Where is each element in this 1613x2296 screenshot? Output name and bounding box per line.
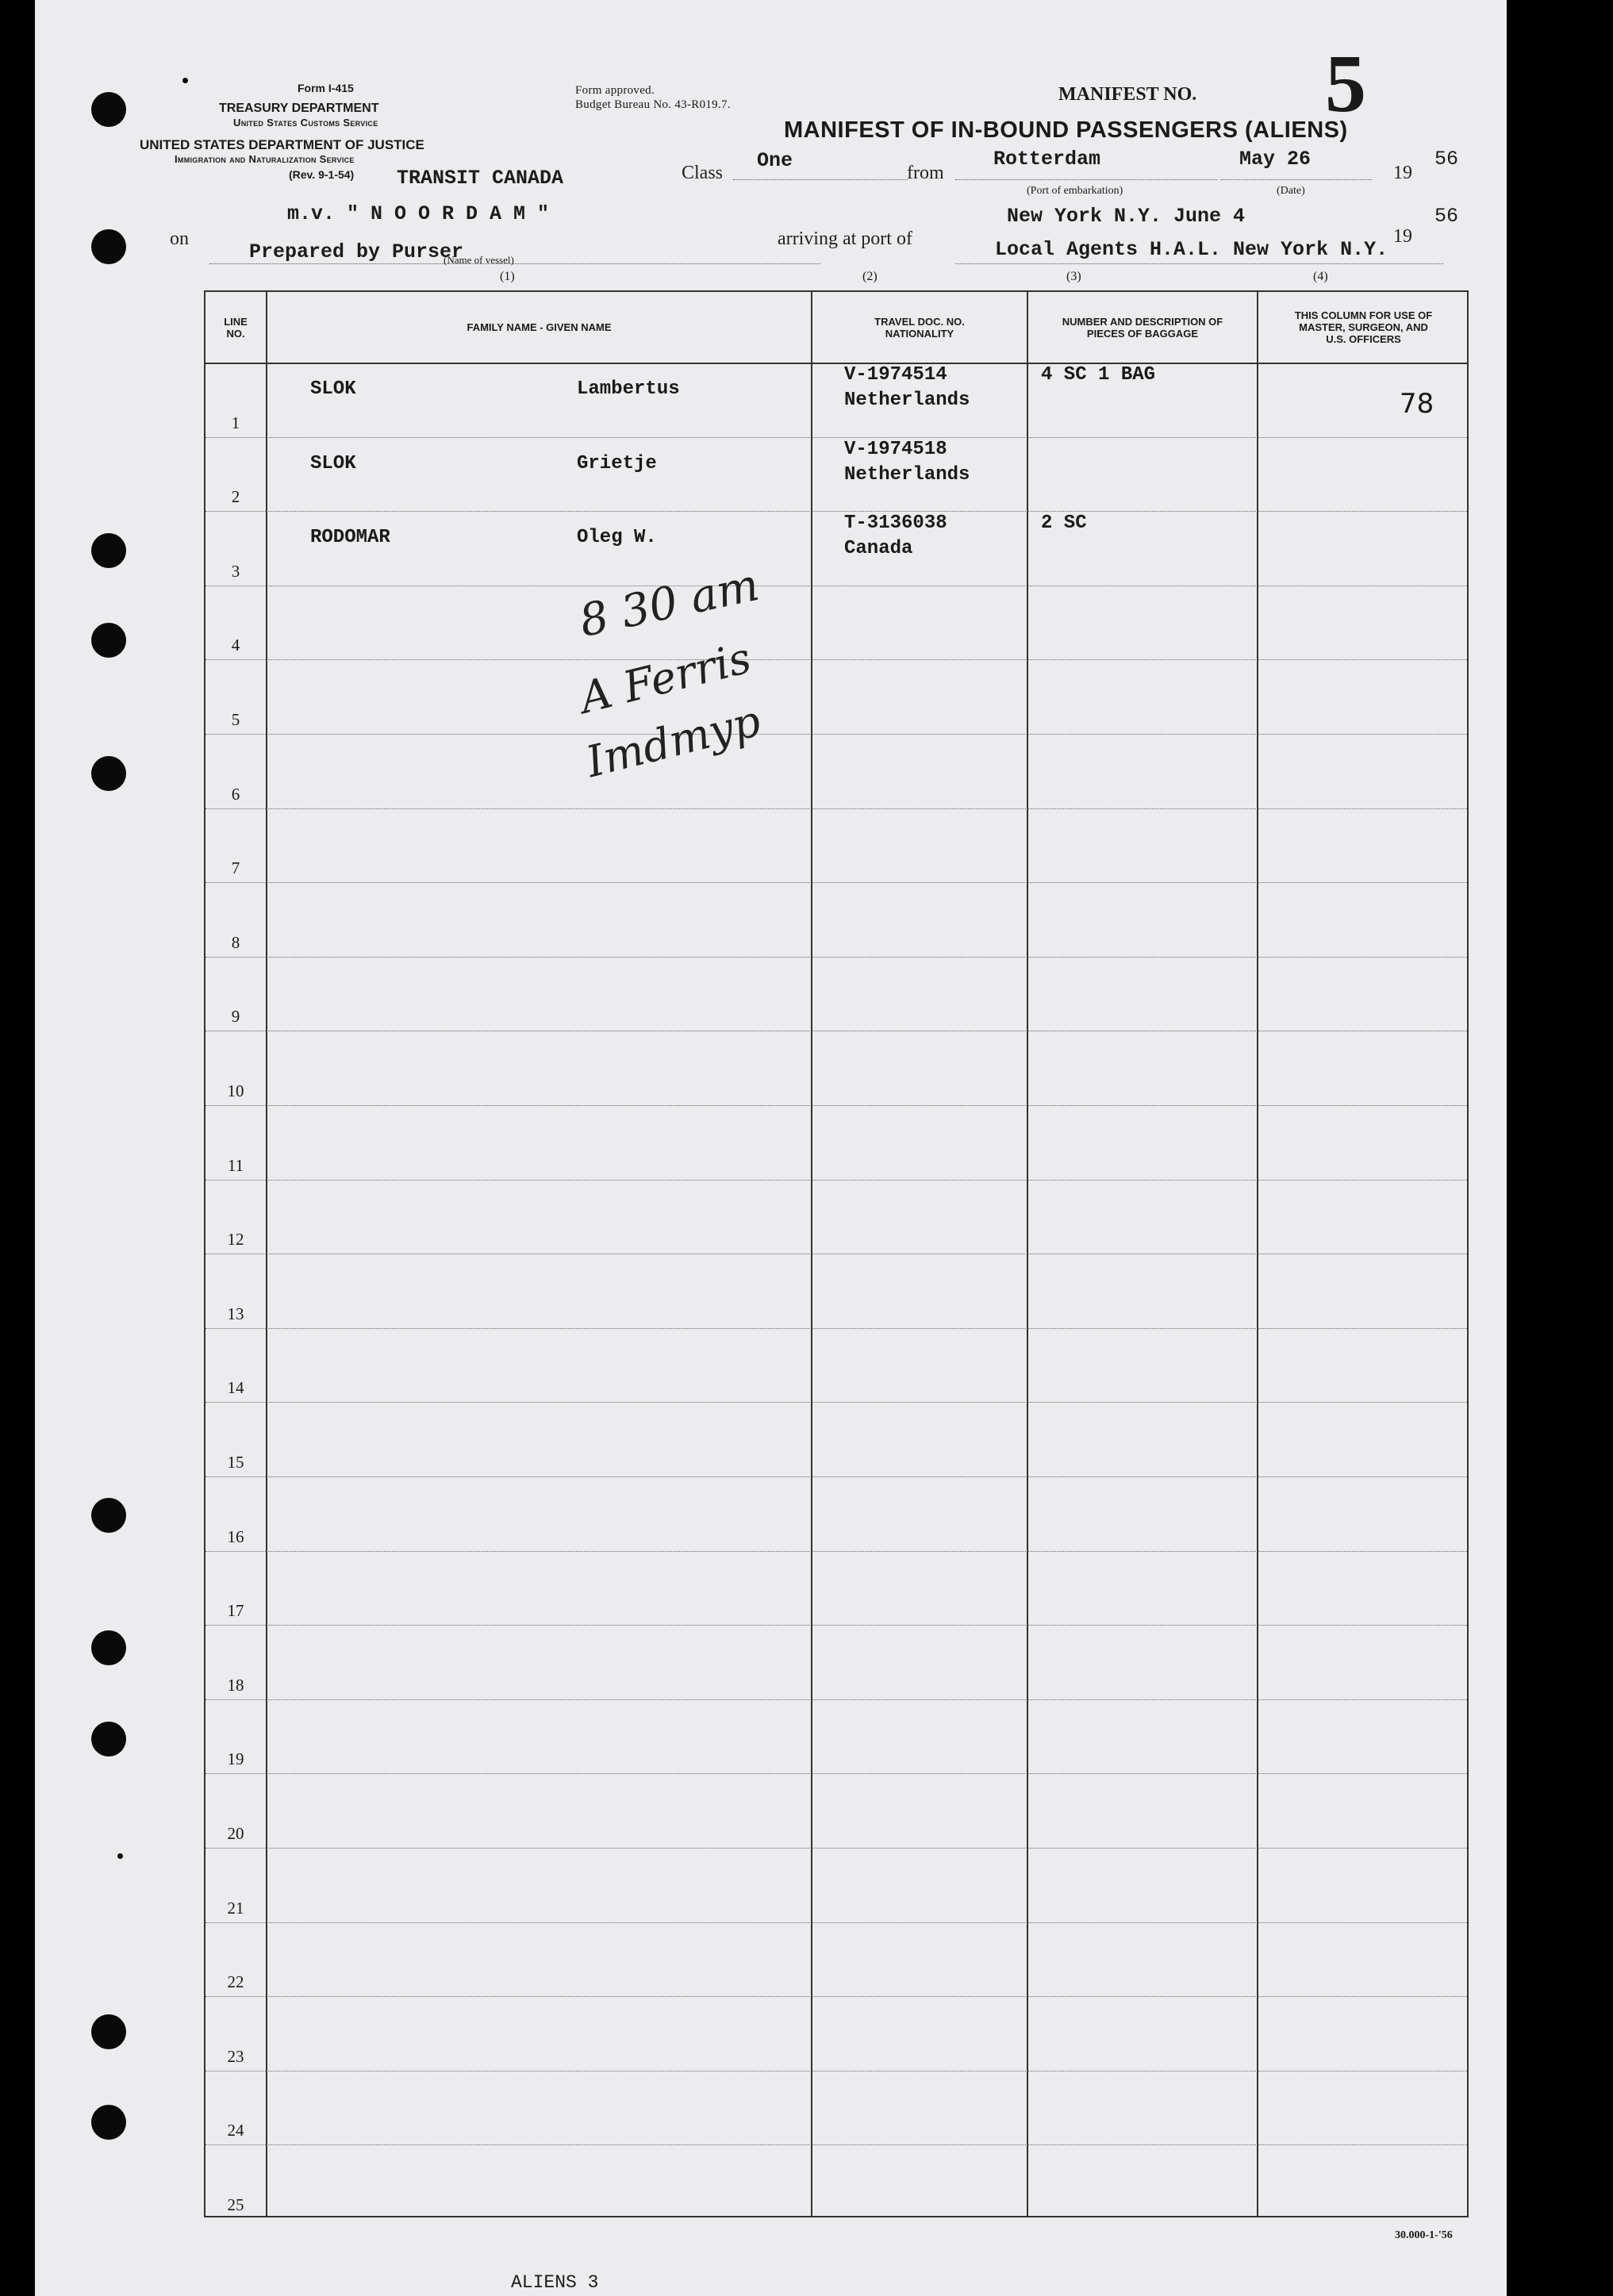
date-underline — [1221, 179, 1372, 180]
binder-hole — [91, 1722, 126, 1757]
line-number: 4 — [231, 635, 240, 655]
table-row — [205, 1254, 1467, 1329]
column-number-4: (4) — [1313, 270, 1328, 283]
line-number: 1 — [231, 413, 240, 432]
table-row — [205, 1476, 1467, 1552]
nationality: Netherlands — [844, 463, 970, 486]
line-number: 20 — [227, 1823, 244, 1843]
class-label: Class — [682, 163, 724, 183]
manifest-number: 5 — [1325, 38, 1366, 129]
manifest-no-label: MANIFEST NO. — [1058, 84, 1197, 105]
table-row — [205, 1699, 1467, 1775]
line-number: 18 — [227, 1675, 244, 1695]
column-number-2: (2) — [862, 270, 878, 283]
column-number-1: (1) — [500, 270, 515, 283]
arrival-underline — [955, 263, 1443, 264]
table-row — [205, 586, 1467, 661]
table-row — [205, 1848, 1467, 1923]
ins-service: Immigration and Naturalization Service — [175, 153, 355, 165]
embark-caption: (Port of embarkation) — [1027, 185, 1123, 197]
arriving-label: arriving at port of — [778, 228, 912, 249]
justice-dept: UNITED STATES DEPARTMENT OF JUSTICE — [140, 137, 424, 152]
year-prefix-2: 19 — [1393, 226, 1412, 247]
header-name: FAMILY NAME - GIVEN NAME — [467, 321, 612, 333]
line-number: 13 — [227, 1303, 244, 1323]
header-line-no: LINE NO. — [224, 315, 248, 340]
line-number: 11 — [227, 1155, 244, 1175]
from-label: from — [907, 163, 944, 183]
handwritten-signature: Imdmyp — [581, 695, 766, 788]
line-number: 23 — [227, 2046, 244, 2066]
table-row — [205, 808, 1467, 884]
binder-hole — [91, 92, 126, 127]
binder-hole — [91, 756, 126, 791]
treasury-dept: TREASURY DEPARTMENT — [219, 102, 379, 115]
arrival-port: New York N.Y. June 4 — [1007, 205, 1246, 228]
family-name: RODOMAR — [310, 527, 390, 549]
line-number: 7 — [231, 858, 240, 878]
table-row — [205, 2144, 1467, 2219]
table-header — [205, 292, 1467, 364]
given-name: Oleg W. — [577, 527, 657, 549]
table-row — [205, 1996, 1467, 2071]
binder-hole — [91, 533, 126, 568]
port-underline — [955, 179, 1217, 180]
line-number: 8 — [231, 932, 240, 952]
given-name: Grietje — [577, 452, 657, 474]
line-number: 6 — [231, 784, 240, 804]
paper-speck — [117, 1853, 123, 1859]
vessel-caption: (Name of vessel) — [444, 254, 514, 266]
revision: (Rev. 9-1-54) — [289, 168, 355, 181]
date-caption: (Date) — [1277, 185, 1305, 197]
table-row — [205, 882, 1467, 958]
footer-stamp: ALIENS 3 — [511, 2272, 599, 2293]
binder-hole — [91, 2105, 126, 2140]
line-number: 16 — [227, 1526, 244, 1546]
line-number: 5 — [231, 709, 240, 729]
header-officers: THIS COLUMN FOR USE OF MASTER, SURGEON, AND U.S. OFFICERS — [1294, 309, 1433, 345]
line-number: 12 — [227, 1230, 244, 1250]
table-row — [205, 957, 1467, 1032]
local-agents: Local Agents H.A.L. New York N.Y. — [995, 238, 1388, 261]
class-value: One — [757, 149, 793, 172]
column-number-3: (3) — [1066, 270, 1081, 283]
manifest-page — [35, 0, 1507, 2296]
table-row — [205, 1105, 1467, 1181]
given-name: Lambertus — [577, 378, 680, 400]
line-number: 10 — [227, 1081, 244, 1100]
travel-doc-number: V-1974518 — [844, 438, 947, 460]
binder-hole — [91, 2014, 126, 2049]
table-row — [205, 659, 1467, 735]
header-travel-doc: TRAVEL DOC. NO. NATIONALITY — [874, 315, 965, 340]
table-row — [205, 511, 1467, 586]
table-row — [205, 2071, 1467, 2146]
passenger-table — [204, 290, 1469, 2217]
table-row — [205, 1625, 1467, 1700]
prepared-by: Prepared by Purser — [249, 240, 464, 263]
class-underline — [733, 179, 908, 180]
embark-date: May 26 — [1239, 148, 1312, 171]
travel-doc-number: T-3136038 — [844, 513, 947, 535]
vessel-underline — [209, 263, 820, 264]
line-number: 25 — [227, 2194, 244, 2214]
year-prefix-1: 19 — [1393, 163, 1412, 183]
year-2: 56 — [1434, 205, 1459, 228]
form-number: Form I-415 — [298, 82, 354, 94]
handwritten-time: 8 30 am — [574, 559, 764, 648]
table-row — [205, 1402, 1467, 1477]
form-approved: Form approved. — [575, 84, 655, 97]
customs-service: United States Customs Service — [233, 117, 378, 129]
line-number: 21 — [227, 1898, 244, 1918]
line-number: 22 — [227, 1972, 244, 1992]
line-number: 14 — [227, 1378, 244, 1398]
family-name: SLOK — [310, 378, 356, 400]
line-number: 19 — [227, 1749, 244, 1769]
family-name: SLOK — [310, 452, 356, 474]
binder-hole — [91, 623, 126, 658]
line-number: 15 — [227, 1452, 244, 1472]
embark-port: Rotterdam — [993, 148, 1101, 171]
header-baggage: NUMBER AND DESCRIPTION OF PIECES OF BAGGAGE — [1062, 315, 1223, 340]
line-number: 2 — [231, 487, 240, 507]
vessel-name: m.v. " N O O R D A M " — [287, 202, 550, 225]
budget-bureau: Budget Bureau No. 43-R019.7. — [575, 98, 731, 111]
nationality: Canada — [844, 538, 913, 560]
officer-note: 78 — [1400, 388, 1434, 420]
baggage: 2 SC — [1041, 513, 1087, 535]
table-row — [205, 1031, 1467, 1106]
line-number: 24 — [227, 2121, 244, 2141]
line-number: 17 — [227, 1601, 244, 1621]
line-number: 3 — [231, 561, 240, 581]
paper-speck — [182, 78, 188, 83]
footer-code: 30.000-1-'56 — [1395, 2229, 1453, 2241]
table-row — [205, 734, 1467, 809]
table-row — [205, 1551, 1467, 1626]
table-row — [205, 1328, 1467, 1403]
on-label: on — [170, 228, 189, 249]
binder-hole — [91, 229, 126, 264]
handwritten-signature: A Ferris — [574, 632, 756, 724]
table-row — [205, 1180, 1467, 1255]
table-row — [205, 1773, 1467, 1849]
travel-doc-number: V-1974514 — [844, 364, 947, 386]
table-row — [205, 437, 1467, 513]
table-row — [205, 1922, 1467, 1998]
table-row — [205, 363, 1467, 438]
line-number: 9 — [231, 1007, 240, 1027]
manifest-title: MANIFEST OF IN-BOUND PASSENGERS (ALIENS) — [784, 117, 1348, 143]
binder-hole — [91, 1630, 126, 1665]
binder-hole — [91, 1498, 126, 1533]
baggage: 4 SC 1 BAG — [1041, 364, 1156, 386]
transit-note: TRANSIT CANADA — [397, 167, 564, 190]
year-1: 56 — [1434, 148, 1459, 171]
nationality: Netherlands — [844, 390, 970, 411]
